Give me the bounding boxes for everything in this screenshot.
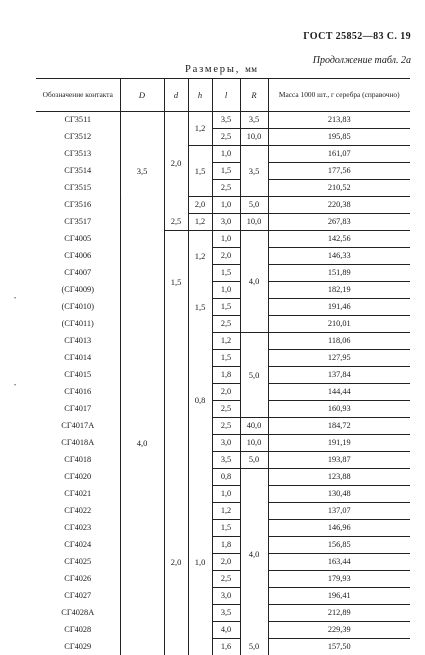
cell-R: 5,0 (240, 333, 268, 418)
cell-R: 3,5 (240, 146, 268, 197)
table-row (36, 622, 410, 639)
contact-designation: СГ4017 (36, 401, 120, 418)
cell-l: 1,2 (212, 503, 240, 520)
cell-R: 40,0 (240, 418, 268, 435)
cell-l: 1,8 (212, 537, 240, 554)
table-row (36, 214, 410, 231)
table-row (36, 435, 410, 452)
sizes-caption-text: Размеры, (185, 64, 240, 75)
sizes-caption (185, 64, 257, 75)
contact-designation: СГ4029 (36, 639, 120, 655)
table-row (36, 197, 410, 214)
table-row (36, 469, 410, 486)
cell-l: 2,5 (212, 571, 240, 588)
cell-l: 3,5 (212, 605, 240, 622)
contact-designation: СГ3515 (36, 180, 120, 197)
table-row (36, 163, 410, 180)
table-row (36, 537, 410, 554)
cell-mass: 210,52 (268, 180, 410, 197)
cell-l: 1,2 (212, 333, 240, 350)
contact-designation: СГ4018А (36, 435, 120, 452)
cell-R: 4,0 (240, 469, 268, 639)
cell-l: 1,0 (212, 486, 240, 503)
contact-designation: СГ4024 (36, 537, 120, 554)
column-header-R: R (240, 79, 268, 112)
cell-mass: 220,38 (268, 197, 410, 214)
cell-l: 1,0 (212, 197, 240, 214)
cell-h: 0,8 (188, 333, 212, 469)
contact-designation: СГ4023 (36, 520, 120, 537)
cell-mass: 151,89 (268, 265, 410, 282)
contact-designation: СГ3513 (36, 146, 120, 163)
table-row (36, 384, 410, 401)
cell-d: 2,0 (164, 112, 188, 214)
cell-h: 2,0 (188, 197, 212, 214)
cell-h: 1,2 (188, 231, 212, 282)
cell-mass: 195,85 (268, 129, 410, 146)
cell-mass: 163,44 (268, 554, 410, 571)
table-row (36, 265, 410, 282)
cell-l: 3,5 (212, 112, 240, 129)
table-row (36, 367, 410, 384)
cell-mass: 210,01 (268, 316, 410, 333)
cell-l: 1,0 (212, 282, 240, 299)
cell-l: 1,5 (212, 265, 240, 282)
cell-mass: 123,88 (268, 469, 410, 486)
contact-designation: (СГ4011) (36, 316, 120, 333)
cell-l: 1,8 (212, 367, 240, 384)
cell-l: 0,8 (212, 469, 240, 486)
cell-l: 1,5 (212, 163, 240, 180)
scan-speck: • (14, 383, 16, 389)
cell-h: 1,5 (188, 282, 212, 333)
contact-designation: СГ4018 (36, 452, 120, 469)
table-row (36, 554, 410, 571)
cell-l: 2,5 (212, 316, 240, 333)
cell-l: 1,5 (212, 350, 240, 367)
cell-R: 10,0 (240, 214, 268, 231)
table-row (36, 316, 410, 333)
cell-l: 3,0 (212, 588, 240, 605)
table-header-row (36, 79, 410, 112)
table-row (36, 486, 410, 503)
table-continuation-note: Продолжение табл. 2а (313, 55, 411, 66)
cell-mass: 160,93 (268, 401, 410, 418)
cell-R: 5,0 (240, 452, 268, 469)
cell-D: 3,5 (120, 112, 164, 231)
contact-designation: (СГ4009) (36, 282, 120, 299)
cell-R: 3,5 (240, 112, 268, 129)
contact-dimensions-table (36, 78, 410, 655)
cell-h: 1,5 (188, 146, 212, 197)
cell-mass: 267,83 (268, 214, 410, 231)
cell-mass: 157,50 (268, 639, 410, 655)
contact-designation: СГ4017А (36, 418, 120, 435)
cell-l: 2,0 (212, 384, 240, 401)
contact-designation: СГ4014 (36, 350, 120, 367)
cell-l: 2,5 (212, 401, 240, 418)
cell-l: 1,6 (212, 639, 240, 655)
column-header-mass: Масса 1000 шт., г серебра (справочно) (268, 79, 410, 112)
cell-l: 3,0 (212, 214, 240, 231)
contact-designation: СГ3517 (36, 214, 120, 231)
contact-designation: СГ4020 (36, 469, 120, 486)
cell-d (164, 333, 188, 469)
contact-designation: СГ4016 (36, 384, 120, 401)
cell-D: 4,0 (120, 231, 164, 655)
cell-l: 4,0 (212, 622, 240, 639)
cell-R: 4,0 (240, 231, 268, 333)
cell-l: 2,5 (212, 418, 240, 435)
cell-d: 2,5 (164, 214, 188, 231)
cell-mass: 177,56 (268, 163, 410, 180)
contact-designation: СГ4013 (36, 333, 120, 350)
cell-mass: 142,56 (268, 231, 410, 248)
cell-l: 1,5 (212, 520, 240, 537)
cell-h: 1,0 (188, 469, 212, 655)
contact-designation: СГ4025 (36, 554, 120, 571)
cell-l: 2,0 (212, 248, 240, 265)
contact-designation: СГ4022 (36, 503, 120, 520)
table-row (36, 452, 410, 469)
cell-R: 10,0 (240, 129, 268, 146)
contact-designation: СГ4028А (36, 605, 120, 622)
table-row (36, 231, 410, 248)
cell-mass: 146,33 (268, 248, 410, 265)
cell-l: 1,5 (212, 299, 240, 316)
cell-mass: 184,72 (268, 418, 410, 435)
contact-designation: СГ4015 (36, 367, 120, 384)
contact-designation: СГ4007 (36, 265, 120, 282)
contact-designation: СГ4028 (36, 622, 120, 639)
column-header-name: Обозначение контакта (36, 79, 120, 112)
cell-R: 5,0 (240, 197, 268, 214)
cell-mass: 156,85 (268, 537, 410, 554)
cell-h: 1,2 (188, 214, 212, 231)
cell-mass: 137,84 (268, 367, 410, 384)
table-row (36, 112, 410, 129)
table-row (36, 605, 410, 622)
table-row (36, 180, 410, 197)
cell-h: 1,2 (188, 112, 212, 146)
table-row (36, 248, 410, 265)
table-row (36, 401, 410, 418)
scan-speck: · (120, 196, 122, 202)
sizes-caption-unit: мм (245, 64, 257, 74)
cell-mass: 191,46 (268, 299, 410, 316)
cell-mass: 118,06 (268, 333, 410, 350)
cell-l: 2,5 (212, 180, 240, 197)
table-row (36, 639, 410, 655)
cell-mass: 196,41 (268, 588, 410, 605)
cell-mass: 144,44 (268, 384, 410, 401)
cell-mass: 212,89 (268, 605, 410, 622)
column-header-D: D (120, 79, 164, 112)
cell-mass: 137,07 (268, 503, 410, 520)
contact-designation: СГ4005 (36, 231, 120, 248)
table-row (36, 588, 410, 605)
cell-R: 10,0 (240, 435, 268, 452)
cell-mass: 179,93 (268, 571, 410, 588)
cell-mass: 213,83 (268, 112, 410, 129)
cell-d: 2,0 (164, 469, 188, 655)
cell-l: 1,0 (212, 231, 240, 248)
cell-mass: 127,95 (268, 350, 410, 367)
cell-mass: 146,96 (268, 520, 410, 537)
cell-mass: 130,48 (268, 486, 410, 503)
cell-mass: 182,19 (268, 282, 410, 299)
column-header-d: d (164, 79, 188, 112)
scan-speck: • (14, 296, 16, 302)
table-row (36, 350, 410, 367)
column-header-h: h (188, 79, 212, 112)
contact-designation: СГ4006 (36, 248, 120, 265)
contact-designation: СГ3512 (36, 129, 120, 146)
contact-designation: СГ4021 (36, 486, 120, 503)
contact-designation: СГ4027 (36, 588, 120, 605)
cell-mass: 161,07 (268, 146, 410, 163)
table-row (36, 571, 410, 588)
cell-l: 3,5 (212, 452, 240, 469)
table-row (36, 146, 410, 163)
page-header: ГОСТ 25852—83 С. 19 (303, 31, 411, 42)
table-row (36, 299, 410, 316)
contact-designation: (СГ4010) (36, 299, 120, 316)
cell-l: 2,5 (212, 129, 240, 146)
table-row (36, 282, 410, 299)
cell-d: 1,5 (164, 231, 188, 333)
table-row (36, 418, 410, 435)
table-row (36, 520, 410, 537)
table-row (36, 129, 410, 146)
column-header-l: l (212, 79, 240, 112)
contact-designation: СГ3514 (36, 163, 120, 180)
cell-l: 3,0 (212, 435, 240, 452)
contact-designation: СГ3516 (36, 197, 120, 214)
cell-mass: 229,39 (268, 622, 410, 639)
cell-l: 1,0 (212, 146, 240, 163)
cell-mass: 193,87 (268, 452, 410, 469)
cell-R: 5,0 (240, 639, 268, 655)
table-row (36, 503, 410, 520)
cell-l: 2,0 (212, 554, 240, 571)
contact-designation: СГ4026 (36, 571, 120, 588)
contact-designation: СГ3511 (36, 112, 120, 129)
cell-mass: 191,19 (268, 435, 410, 452)
table-row (36, 333, 410, 350)
